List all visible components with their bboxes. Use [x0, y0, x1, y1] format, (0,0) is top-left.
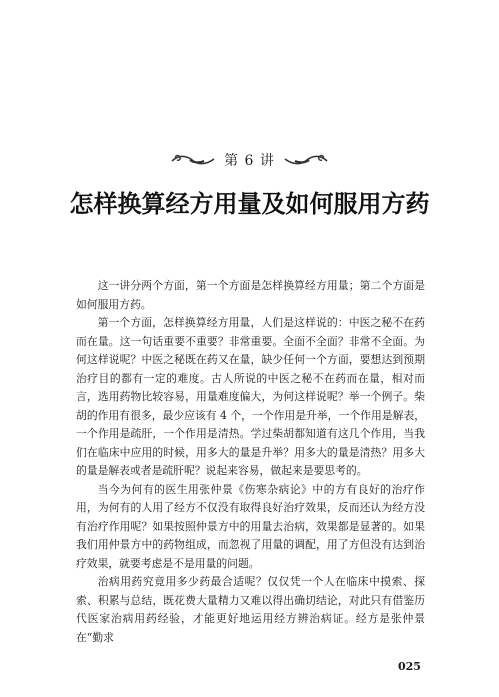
paragraph: 这一讲分两个方面，第一个方面是怎样换算经方用量；第二个方面是如何服用方药。	[76, 279, 425, 311]
left-ornament-icon	[170, 152, 216, 168]
paragraph: 治病用药究竟用多少药最合适呢？仅仅凭一个人在临床中摸索、探索、积累与总结，既花费大量精力又难以得出确切结论，对此只有借鉴历代医家治病用药经验，才能更好地运用经方辨治病证。经方是张仲景在“勤求	[76, 575, 425, 644]
body-text	[76, 277, 425, 647]
paragraph: 第一个方面，怎样换算经方用量，人们是这样说的：中医之秘不在药而在量。这一句话重要不重要？非常重要。全面不全面？非常不全面。为何这样说呢？中医之秘既在药又在量，缺少任何一个方面，要想达到预期治疗目的都有一定的难度。古人所说的中医之秘不在药而在量，相对而言，选用药物比较容易，用量难度偏大，为何这样说呢？举一个例子。柴胡的作用有很多，最少应该有 4 个，一个作用是升举，一个作用是解表，一个作用是疏肝，一个作用是清热。学过柴胡都知道有这几个作用，当我们在临床中应用的时候，用多大的量是升举？用多大的量是清热？用多大的量是解表或者是疏肝呢？说起来容易，做起来是要思考的。	[76, 316, 425, 477]
lecture-header	[0, 148, 499, 172]
page-number: 025	[398, 660, 421, 673]
right-ornament-icon	[283, 152, 329, 168]
paragraph: 当今为何有的医生用张仲景《伤寒杂病论》中的方有良好的治疗作用，为何有的人用了经方不仅没有取得良好治疗效果，反而还认为经方没有治疗作用呢？如果按照仲景方中的用量去治病，效果都是显著的。如果我们用仲景方中的药物组成，而忽视了用量的调配，用了方但没有达到治疗效果，就要考虑是不是用量的问题。	[76, 482, 425, 570]
lecture-label: 第 6 讲	[224, 153, 275, 169]
chapter-title: 怎样换算经方用量及如何服用方药	[69, 189, 430, 218]
